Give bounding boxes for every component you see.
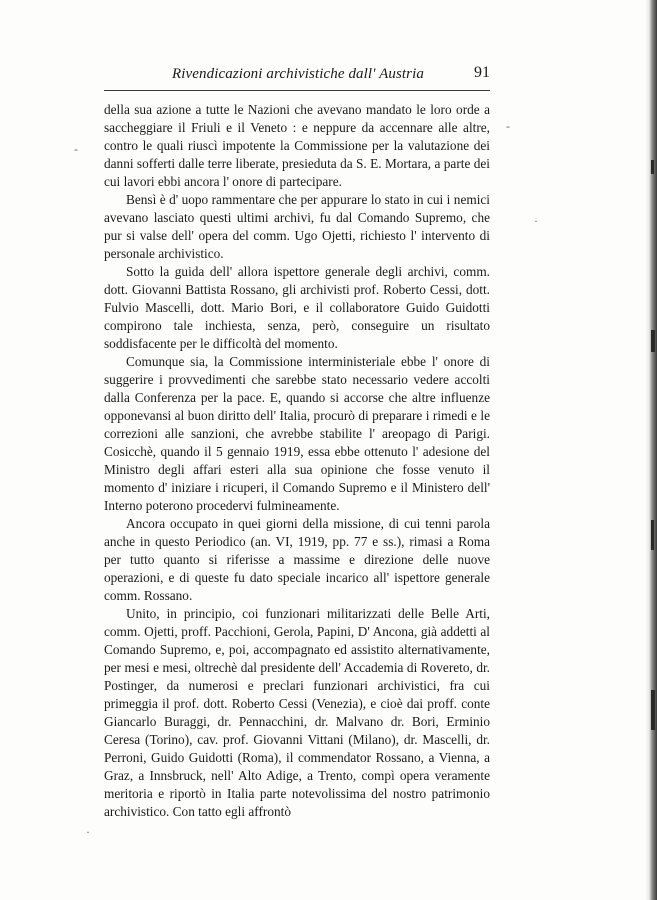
margin-mark: - bbox=[506, 119, 510, 133]
paragraph: Bensì è d' uopo rammentare che per appurare lo stato in cui i nemici avevano lasciato questi ultimi archivi, fu dal Comando Supremo, che pur si valse dell' opera del comm. Ugo Ojetti, richiesto l' intervento di personale archivistico. bbox=[104, 192, 490, 261]
margin-mark: · bbox=[534, 214, 538, 228]
paragraph: Unito, in principio, coi funzionari militarizzati delle Belle Arti, comm. Ojetti, proff. Pacchioni, Gerola, Papini, D' Ancona, già addetti al Comando Supremo, e, poi, accompagnato ed assistito alternativamente, per mesi e mesi, oltrechè dal presidente dell' Accademia di Rovereto, dr. Postinger, da numerosi e preclari funzionari archivistici, fra cui primeggia il prof. dott. Roberto Cessi (Venezia), e cioè dai proff. conte Giancarlo Buraggi, dr. Pennacchini, dr. Malvano dr. Bori, Erminio Ceresa (Torino), cav. prof. Giovanni Vittani (Milano), dr. Mascelli, dr. Perroni, Guido Guidotti (Roma), il commendator Rossano, a Vienna, a Graz, a Innsbruck, nell' Alto Adige, a Trento, compì opera veramente meritoria e riportò in Italia parte notevolissima del nostro patrimonio archivistico. Con tatto egli affrontò bbox=[104, 606, 490, 819]
running-title: Rivendicazioni archivistiche dall' Austria bbox=[172, 66, 424, 82]
scan-speck bbox=[651, 330, 655, 352]
paragraph: Comunque sia, la Commissione interministeriale ebbe l' onore di suggerire i provvedimenti che sarebbe stato necessario vedere accolti dalla Conferenza per la pace. E, quando si accorse che altre influenze opponevansi al buon diritto dell' Italia, procurò di preparare i rimedi e le correzioni alle sanzioni, che avrebbe stabilite l' areopago di Parigi. Cosicchè, quando il 5 gennaio 1919, essa ebbe ottenuto l' adesione del Ministro degli affari esteri alla sua opinione che fosse venuto il momento d' iniziare i ricuperi, il Comando Supremo e il Ministero dell' Interno poterono procedervi fulmineamente. bbox=[104, 354, 490, 513]
paragraph: Ancora occupato in quei giorni della missione, di cui tenni parola anche in questo Periodico (an. VI, 1919, pp. 77 e ss.), rimasi a Roma per tutto quanto si riferisse a massime e direzione delle nuove operazioni, e di queste fu dato speciale incarico all' ispettore generale comm. Rossano. bbox=[104, 516, 490, 603]
paragraph: Sotto la guida dell' allora ispettore generale degli archivi, comm. dott. Giovanni Battista Rossano, gli archivisti prof. Roberto Cessi, dott. Fulvio Mascelli, dott. Mario Bori, e il collaboratore Guido Guidotti compirono tale inchiesta, senza, però, conseguire un risultato soddisfacente per le difficoltà del momento. bbox=[104, 264, 490, 351]
margin-mark: - bbox=[74, 142, 78, 156]
scan-speck bbox=[651, 160, 654, 174]
scan-speck bbox=[651, 690, 655, 730]
page-number: 91 bbox=[474, 64, 490, 81]
scan-speck bbox=[651, 520, 654, 550]
margin-mark: · bbox=[86, 825, 90, 839]
header-rule bbox=[104, 90, 490, 91]
scan-edge-shadow bbox=[645, 0, 657, 900]
paragraph: della sua azione a tutte le Nazioni che avevano mandato le loro orde a saccheggiare il Friuli e il Veneto : e neppure da accennare alle altre, contro le quali riuscì impotente la Commissione per la valutazione dei danni sofferti dalle terre liberate, presieduta da S. E. Mortara, a parte dei cui lavori ebbi ancora l' onore di partecipare. bbox=[104, 102, 490, 189]
body-text bbox=[104, 101, 490, 821]
running-header bbox=[104, 60, 490, 90]
